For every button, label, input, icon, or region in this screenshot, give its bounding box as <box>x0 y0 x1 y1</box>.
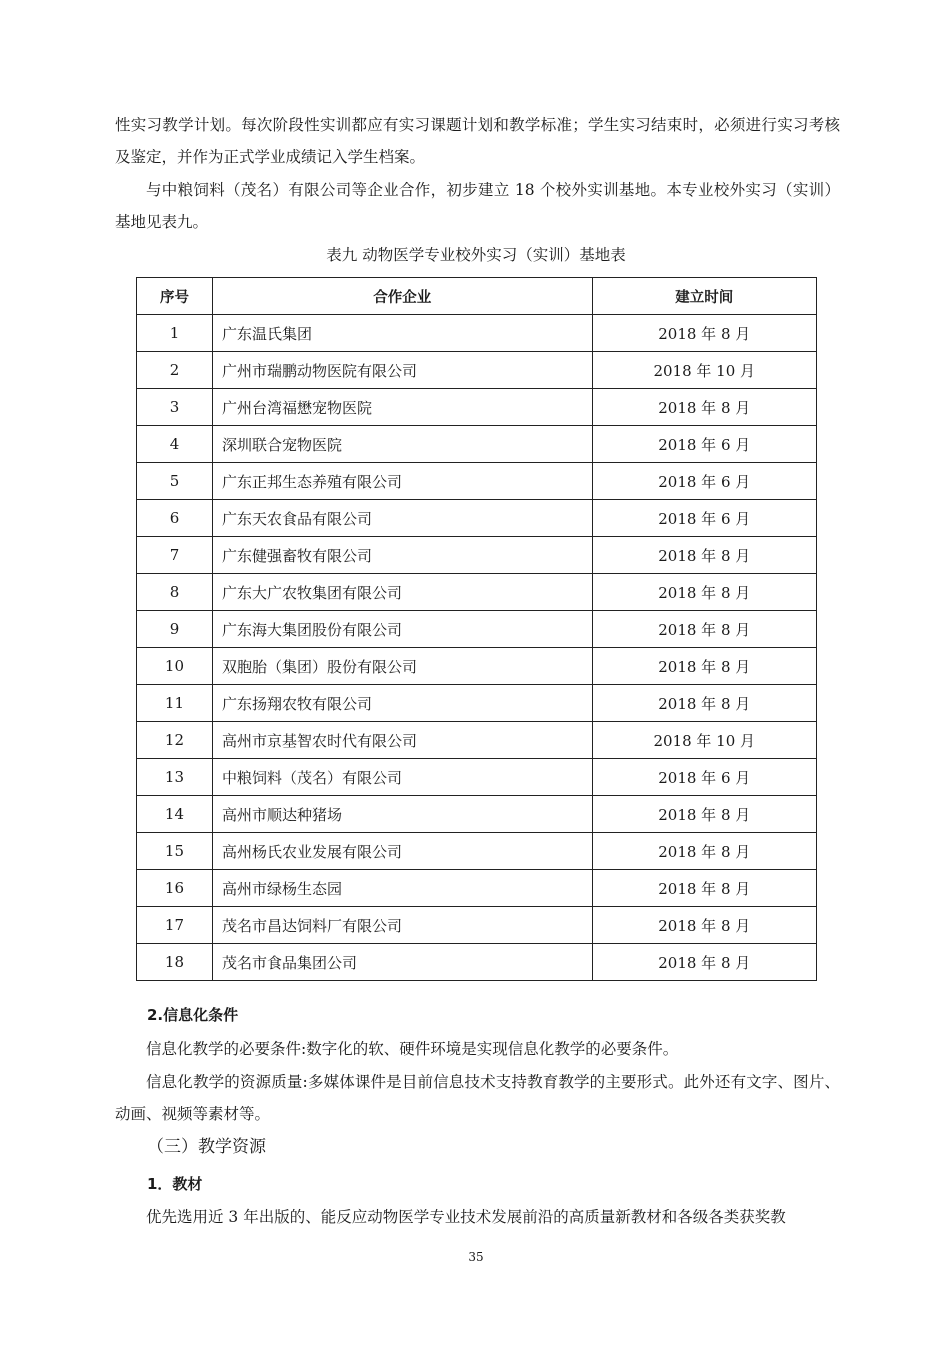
cell-date: 2018 年 10 月 <box>592 722 817 759</box>
table-row <box>137 796 817 833</box>
cell-no: 14 <box>137 796 213 833</box>
table-row <box>137 389 817 426</box>
cell-company: 广州台湾福懋宠物医院 <box>212 389 592 426</box>
paragraph-external-bases: 与中粮饲料（茂名）有限公司等企业合作，初步建立 18 个校外实训基地。本专业校外实习（实训）基地见表九。 <box>115 181 840 231</box>
cell-no: 9 <box>137 611 213 648</box>
cell-no: 11 <box>137 685 213 722</box>
table-row <box>137 352 817 389</box>
header-date: 建立时间 <box>592 278 817 315</box>
header-no: 序号 <box>137 278 213 315</box>
table-row <box>137 648 817 685</box>
cell-no: 2 <box>137 352 213 389</box>
cell-no: 17 <box>137 907 213 944</box>
cell-date: 2018 年 6 月 <box>592 463 817 500</box>
cell-company: 高州市京基智农时代有限公司 <box>212 722 592 759</box>
cell-company: 茂名市食品集团公司 <box>212 944 592 981</box>
external-bases-table <box>136 277 817 981</box>
table-row <box>137 315 817 352</box>
cell-date: 2018 年 8 月 <box>592 648 817 685</box>
cell-company: 高州杨氏农业发展有限公司 <box>212 833 592 870</box>
cell-company: 双胞胎（集团）股份有限公司 <box>212 648 592 685</box>
table-row <box>137 500 817 537</box>
table-row <box>137 537 817 574</box>
table-row <box>137 685 817 722</box>
cell-company: 高州市顺达种猪场 <box>212 796 592 833</box>
cell-no: 8 <box>137 574 213 611</box>
cell-company: 广东扬翔农牧有限公司 <box>212 685 592 722</box>
cell-company: 广东海大集团股份有限公司 <box>212 611 592 648</box>
cell-no: 3 <box>137 389 213 426</box>
cell-date: 2018 年 8 月 <box>592 315 817 352</box>
cell-company: 深圳联合宠物医院 <box>212 426 592 463</box>
page-number: 35 <box>468 1250 484 1264</box>
cell-date: 2018 年 6 月 <box>592 500 817 537</box>
cell-date: 2018 年 6 月 <box>592 759 817 796</box>
cell-company: 广东天农食品有限公司 <box>212 500 592 537</box>
table-row <box>137 574 817 611</box>
header-company: 合作企业 <box>212 278 592 315</box>
cell-company: 高州市绿杨生态园 <box>212 870 592 907</box>
table-caption: 表九 动物医学专业校外实习（实训）基地表 <box>326 246 626 264</box>
cell-date: 2018 年 8 月 <box>592 574 817 611</box>
cell-no: 5 <box>137 463 213 500</box>
cell-date: 2018 年 8 月 <box>592 685 817 722</box>
cell-date: 2018 年 8 月 <box>592 389 817 426</box>
cell-no: 7 <box>137 537 213 574</box>
cell-no: 4 <box>137 426 213 463</box>
cell-date: 2018 年 8 月 <box>592 870 817 907</box>
table-body <box>137 315 817 981</box>
cell-date: 2018 年 8 月 <box>592 611 817 648</box>
cell-company: 广东健强畜牧有限公司 <box>212 537 592 574</box>
table-row <box>137 463 817 500</box>
cell-no: 15 <box>137 833 213 870</box>
cell-company: 广东正邦生态养殖有限公司 <box>212 463 592 500</box>
paragraph-info-conditions: 信息化教学的必要条件:数字化的软、硬件环境是实现信息化教学的必要条件。 <box>146 1040 679 1058</box>
cell-no: 13 <box>137 759 213 796</box>
cell-date: 2018 年 8 月 <box>592 907 817 944</box>
cell-date: 2018 年 6 月 <box>592 426 817 463</box>
table-row <box>137 944 817 981</box>
cell-no: 6 <box>137 500 213 537</box>
cell-no: 1 <box>137 315 213 352</box>
table-row <box>137 833 817 870</box>
cell-no: 12 <box>137 722 213 759</box>
cell-date: 2018 年 8 月 <box>592 944 817 981</box>
cell-no: 16 <box>137 870 213 907</box>
heading-informatization: 2.信息化条件 <box>147 1006 239 1024</box>
cell-company: 广东温氏集团 <box>212 315 592 352</box>
cell-no: 10 <box>137 648 213 685</box>
cell-date: 2018 年 8 月 <box>592 796 817 833</box>
table-row <box>137 722 817 759</box>
cell-company: 中粮饲料（茂名）有限公司 <box>212 759 592 796</box>
cell-date: 2018 年 8 月 <box>592 833 817 870</box>
table-row <box>137 759 817 796</box>
heading-teaching-resources: （三）教学资源 <box>147 1137 266 1157</box>
cell-no: 18 <box>137 944 213 981</box>
table-header-row <box>137 278 817 315</box>
table-row <box>137 611 817 648</box>
table-row <box>137 870 817 907</box>
table-row <box>137 426 817 463</box>
table-row <box>137 907 817 944</box>
cell-date: 2018 年 10 月 <box>592 352 817 389</box>
cell-company: 广东大广农牧集团有限公司 <box>212 574 592 611</box>
paragraph-textbooks: 优先选用近 3 年出版的、能反应动物医学专业技术发展前沿的高质量新教材和各级各类获奖教 <box>146 1208 786 1226</box>
cell-company: 茂名市昌达饲料厂有限公司 <box>212 907 592 944</box>
cell-date: 2018 年 8 月 <box>592 537 817 574</box>
heading-textbooks: 1．教材 <box>147 1175 203 1193</box>
paragraph-info-resources: 信息化教学的资源质量:多媒体课件是目前信息技术支持教育教学的主要形式。此外还有文字、图片、动画、视频等素材等。 <box>115 1073 840 1123</box>
cell-company: 广州市瑞鹏动物医院有限公司 <box>212 352 592 389</box>
paragraph-internship-plan: 性实习教学计划。每次阶段性实训都应有实习课题计划和教学标准；学生实习结束时，必须进行实习考核及鉴定，并作为正式学业成绩记入学生档案。 <box>115 116 840 166</box>
